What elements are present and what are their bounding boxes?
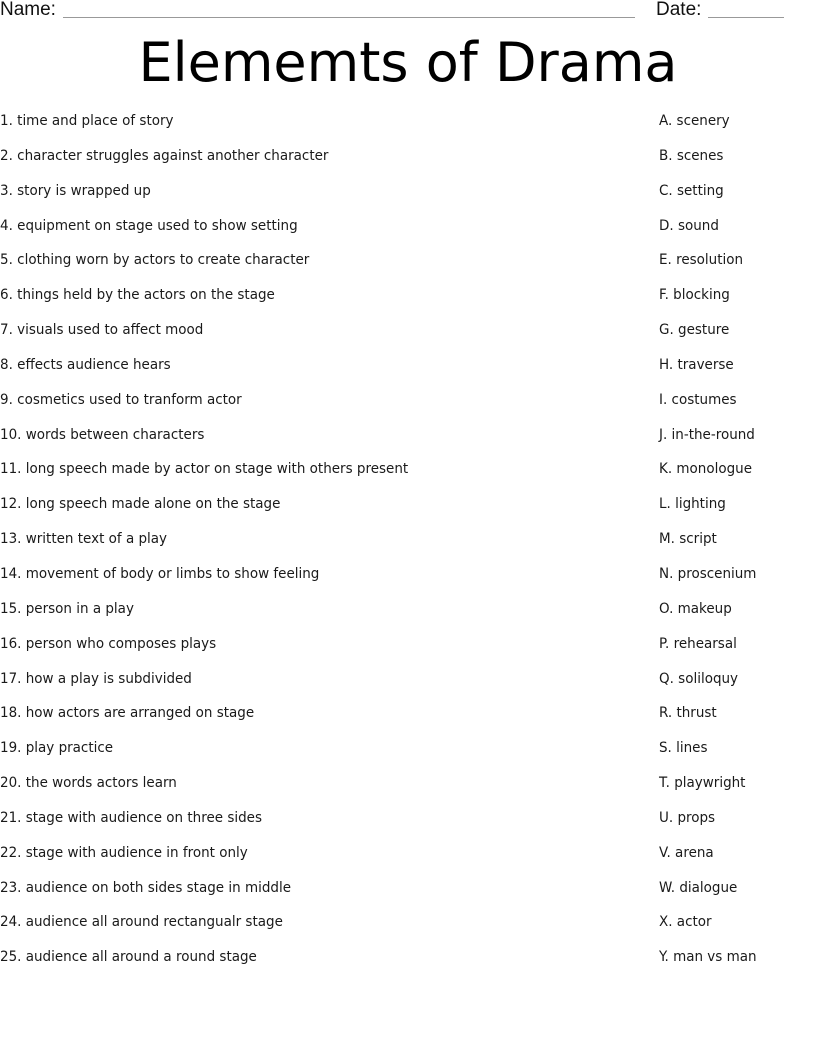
clue-item: 14. movement of body or limbs to show feeling (0, 565, 320, 582)
clue-item: 24. audience all around rectangualr stage (0, 914, 283, 931)
clue-item: 6. things held by the actors on the stage (0, 287, 275, 304)
clue-item: 10. words between characters (0, 426, 205, 443)
answer-item: I. costumes (659, 391, 737, 408)
clue-list (0, 111, 620, 982)
answer-item: F. blocking (659, 287, 730, 304)
date-label: Date: (656, 0, 702, 20)
clue-item: 25. audience all around a round stage (0, 949, 257, 966)
page-title: Elememts of Drama (138, 31, 678, 94)
answer-item: L. lighting (659, 496, 726, 513)
answer-item: V. arena (659, 844, 714, 861)
clue-item: 11. long speech made by actor on stage with others present (0, 461, 409, 478)
answer-item: Y. man vs man (659, 949, 757, 966)
clue-item: 20. the words actors learn (0, 775, 177, 792)
clue-item: 17. how a play is subdivided (0, 670, 192, 687)
answer-item: E. resolution (659, 252, 744, 269)
clue-item: 13. written text of a play (0, 531, 168, 548)
clue-item: 3. story is wrapped up (0, 182, 151, 199)
clue-item: 8. effects audience hears (0, 356, 171, 373)
clue-item: 9. cosmetics used to tranform actor (0, 391, 242, 408)
clue-item: 15. person in a play (0, 600, 134, 617)
clue-item: 21. stage with audience on three sides (0, 809, 263, 826)
clue-item: 2. character struggles against another character (0, 147, 329, 164)
answer-item: M. script (659, 531, 717, 548)
clue-item: 7. visuals used to affect mood (0, 322, 204, 339)
worksheet-header (0, 0, 816, 24)
clue-item: 19. play practice (0, 740, 114, 757)
clue-item: 16. person who composes plays (0, 635, 217, 652)
answer-item: D. sound (659, 217, 719, 234)
answer-bank (659, 111, 816, 982)
answer-item: H. traverse (659, 356, 734, 373)
answer-item: T. playwright (659, 775, 746, 792)
answer-item: A. scenery (659, 113, 730, 129)
answer-item: Q. soliloquy (659, 670, 739, 687)
answer-item: C. setting (659, 182, 724, 199)
answer-item: N. proscenium (659, 565, 757, 582)
clue-item: 5. clothing worn by actors to create character (0, 252, 310, 269)
date-field-line[interactable] (708, 17, 784, 18)
answer-item: U. props (659, 809, 716, 826)
clue-item: 18. how actors are arranged on stage (0, 705, 255, 722)
answer-item: X. actor (659, 914, 712, 931)
clue-item: 22. stage with audience in front only (0, 844, 248, 861)
name-label: Name: (0, 0, 56, 20)
clue-item: 4. equipment on stage used to show setting (0, 217, 298, 234)
answer-item: K. monologue (659, 461, 752, 478)
answer-item: W. dialogue (659, 879, 738, 896)
clue-item: 23. audience on both sides stage in middle (0, 879, 291, 896)
answer-item: J. in-the-round (659, 426, 755, 443)
answer-item: O. makeup (659, 600, 732, 617)
answer-item: R. thrust (659, 705, 717, 722)
clue-item: 12. long speech made alone on the stage (0, 496, 281, 513)
answer-item: B. scenes (659, 147, 724, 164)
answer-item: G. gesture (659, 322, 730, 339)
answer-item: S. lines (659, 740, 708, 757)
answer-item: P. rehearsal (659, 635, 737, 652)
name-field-line[interactable] (63, 17, 635, 18)
clue-item: 1. time and place of story (0, 113, 174, 129)
